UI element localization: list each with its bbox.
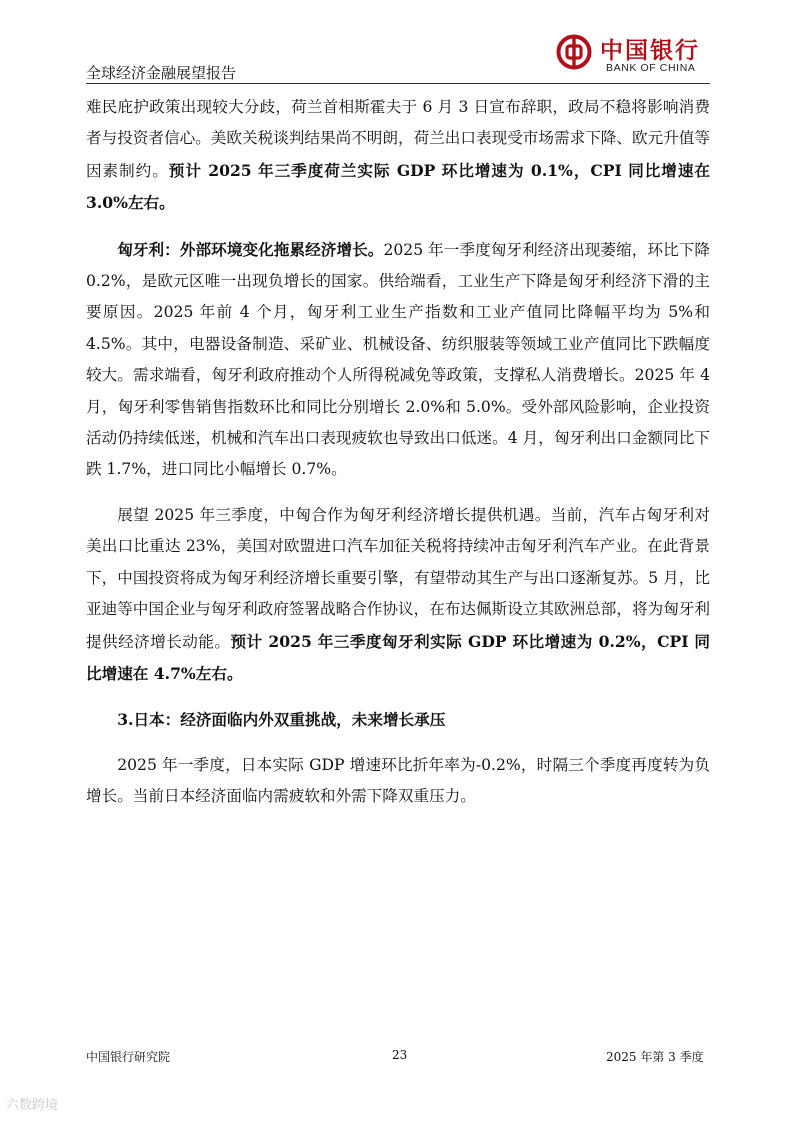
hungary-heading: 匈牙利：外部环境变化拖累经济增长。 (117, 239, 384, 259)
netherlands-forecast: 预计 2025 年三季度荷兰实际 GDP 环比增速为 0.1%，CPI 同比增速在 3.0%左右。 (86, 160, 710, 213)
hungary-forecast: 预计 2025 年三季度匈牙利实际 GDP 环比增速为 0.2%，CPI 同比增速在 4.7%左右。 (86, 631, 710, 683)
section-heading-japan: 3.日本：经济面临内外双重挑战，未来增长承压 (117, 710, 446, 730)
paragraph-text: 难民庇护政策出现较大分歧，荷兰首相斯霍夫于 6 月 3 日宣布辞职，政局不稳将影响消费者与投资者信心。美欧关税谈判结果尚不明朗，荷兰出口表现受市场需求下降、欧元升值等因素制约。 (86, 98, 710, 180)
bank-of-china-logo-icon (556, 34, 592, 70)
logo-english-name: BANK OF CHINA (606, 62, 696, 74)
paragraph-text: 展望 2025 年三季度，中匈合作为匈牙利经济增长提供机遇。当前，汽车占匈牙利对美出口比重达 23%，美国对欧盟进口汽车加征关税将持续冲击匈牙利汽车产业。在此背景下，中国投资将成为匈牙利经济增长重要引擎，有望带动其生产与出口逐渐复苏。5 月，比亚迪等中国企业与匈牙利政府签署战略合作协议，在布达佩斯设立其欧洲总部，将为匈牙利提供经济增长动能。 (86, 505, 710, 651)
bank-logo (556, 30, 716, 80)
footer-period: 2025 年第 3 季度 (606, 1050, 704, 1064)
paragraph-text: 2025 年一季度匈牙利经济出现萎缩，环比下降 0.2%，是欧元区唯一出现负增长的国家。供给端看，工业生产下降是匈牙利经济下滑的主要原因。2025 年前 4 个月，匈牙利工业生产指数和工业产值同比降幅平均为 5%和 4.5%。其中，电器设备制造、采矿业、机械设备、纺织服装等领域工业产值同比下跌幅度较大。需求端看，匈牙利政府推动个人所得税减免等政策，支撑私人消费增长。2025 年 4 月，匈牙利零售销售指数环比和同比分别增长 2.0%和 5.0%。受外部风险影响，企业投资活动仍持续低迷，机械和汽车出口表现疲软也导致出口低迷。4 月，匈牙利出口金额同比下跌 1.7%，进口同比小幅增长 0.7%。 (86, 240, 710, 479)
watermark: 六数跨境 (6, 1097, 59, 1112)
paragraph-hungary-outlook (86, 500, 710, 690)
logo-chinese-name: 中国银行 (600, 37, 700, 64)
paragraph-hungary (86, 234, 710, 486)
report-title: 全球经济金融展望报告 (86, 64, 237, 82)
paragraph-netherlands (86, 92, 710, 220)
footer-publisher: 中国银行研究院 (86, 1050, 171, 1064)
header-divider (86, 83, 710, 84)
page-number: 23 (392, 1048, 408, 1062)
paragraph-japan: 2025 年一季度，日本实际 GDP 增速环比折年率为-0.2%，时隔三个季度再度转为负增长。当前日本经济面临内需疲软和外需下降双重压力。 (86, 755, 710, 806)
document-body (86, 92, 710, 813)
